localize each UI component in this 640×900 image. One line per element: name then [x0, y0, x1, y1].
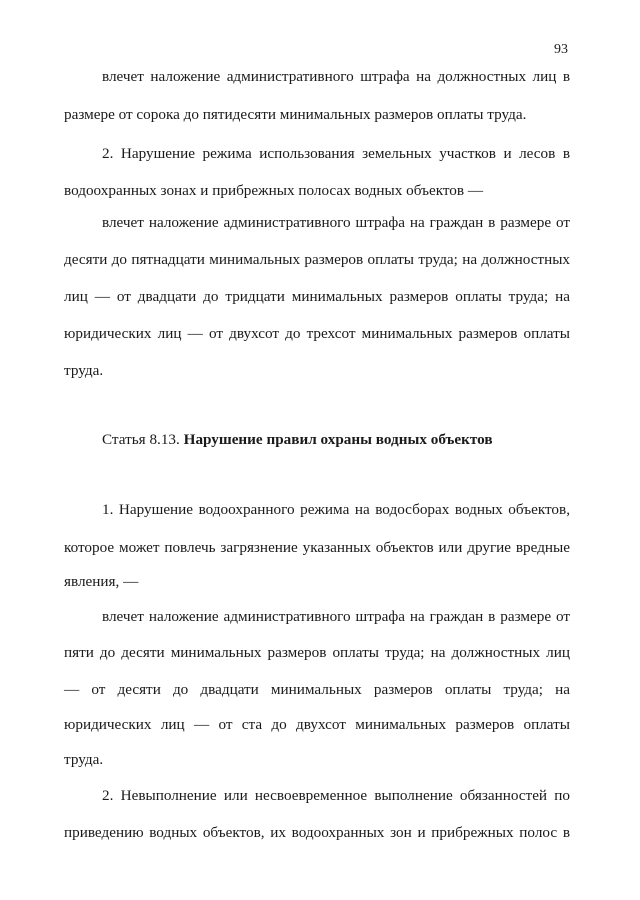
- text-line: 2. Нарушение режима использования земельных участков и лесов в: [102, 145, 570, 162]
- text-line: десяти до пятнадцати минимальных размеров оплаты труда; на должностных: [64, 251, 570, 268]
- text-line: труда.: [64, 751, 104, 768]
- text-line: которое может повлечь загрязнение указанных объектов или другие вредные: [64, 539, 570, 556]
- text-line: размере от сорока до пятидесяти минимальных размеров оплаты труда.: [64, 106, 527, 123]
- text-line: влечет наложение административного штрафа на граждан в размере от: [102, 608, 570, 625]
- text-line: лиц — от двадцати до тридцати минимальных размеров оплаты труда; на: [64, 288, 570, 305]
- text-line: явления, —: [64, 573, 139, 590]
- text-line: 2. Невыполнение или несвоевременное выполнение обязанностей по: [102, 787, 570, 804]
- text-line: водоохранных зонах и прибрежных полосах водных объектов —: [64, 182, 484, 199]
- page-number: 93: [554, 42, 568, 57]
- text-line: влечет наложение административного штрафа на должностных лиц в: [102, 68, 570, 85]
- text-line: пяти до десяти минимальных размеров оплаты труда; на должностных лиц: [64, 644, 570, 661]
- article-heading: [102, 431, 570, 449]
- text-line: влечет наложение административного штрафа на граждан в размере от: [102, 214, 570, 231]
- text-line: юридических лиц — от двухсот до трехсот минимальных размеров оплаты: [64, 325, 570, 342]
- text-line: приведению водных объектов, их водоохранных зон и прибрежных полос в: [64, 824, 570, 841]
- text-line: 1. Нарушение водоохранного режима на водосборах водных объектов,: [102, 501, 570, 518]
- article-number: Статья 8.13.: [102, 431, 180, 448]
- text-line: юридических лиц — от ста до двухсот минимальных размеров оплаты: [64, 716, 570, 733]
- article-title: Нарушение правил охраны водных объектов: [183, 431, 493, 448]
- text-line: труда.: [64, 362, 104, 379]
- text-line: — от десяти до двадцати минимальных размеров оплаты труда; на: [64, 681, 570, 698]
